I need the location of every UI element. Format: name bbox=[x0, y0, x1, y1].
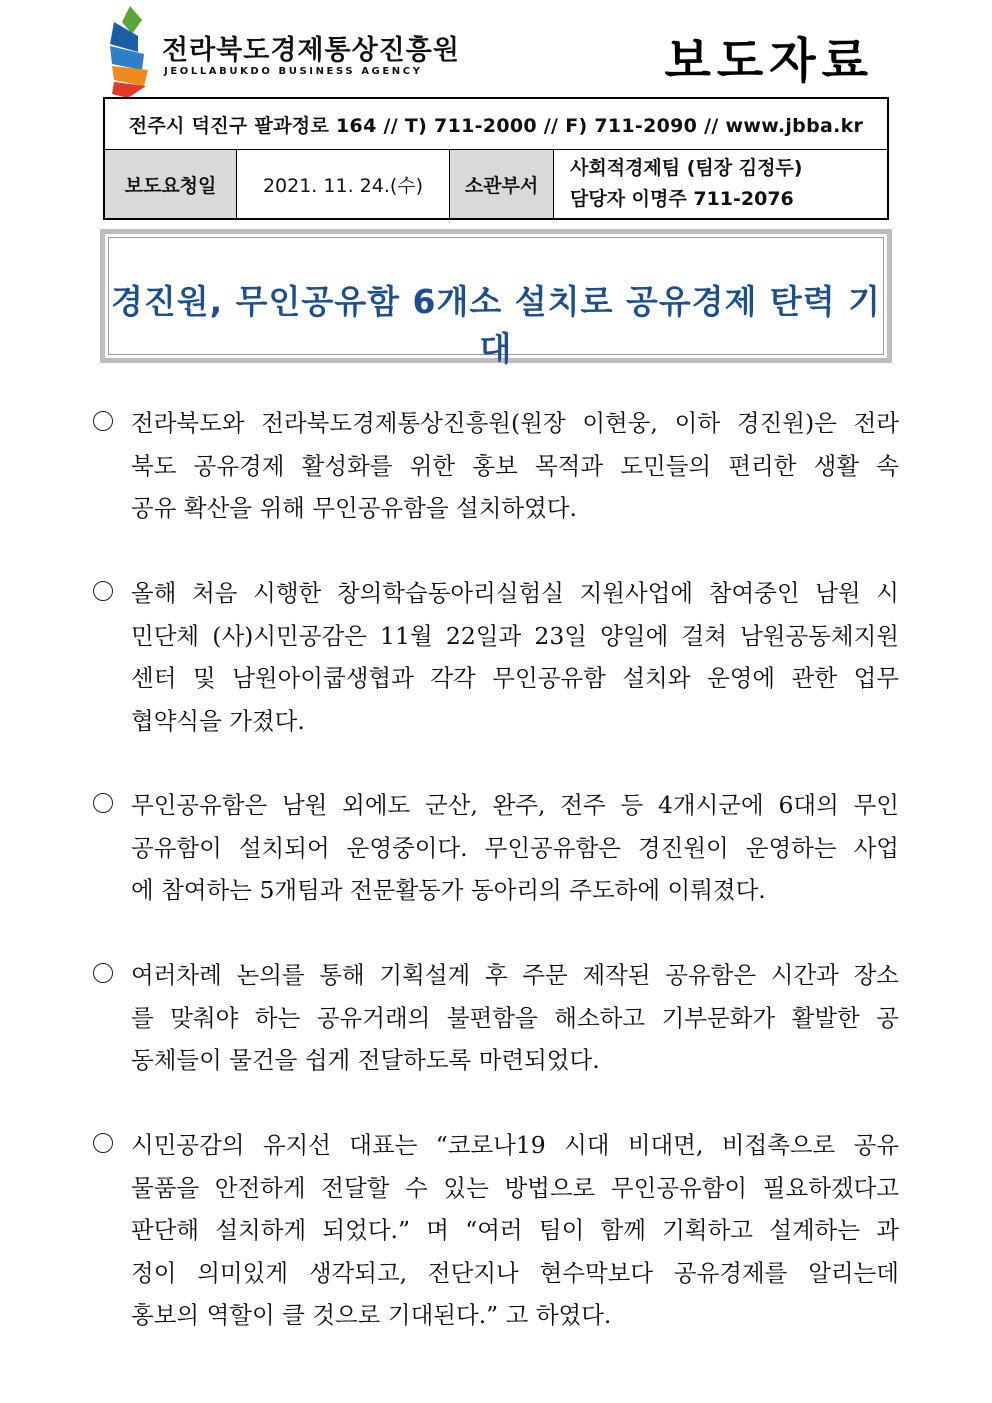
paragraph-line: 홍보의 역할이 클 것으로 기대된다.” 고 하였다. bbox=[131, 1301, 612, 1329]
circle-bullet-icon bbox=[93, 411, 113, 431]
paragraph-line: 판단해 설치하게 되었다.” 며 “여러 팀이 함께 기획하고 설계하는 과 bbox=[131, 1216, 899, 1244]
contact-address-line: 전주시 덕진구 팔과정로 164 // T) 711-2000 // F) 711-2090 // www.jbba.kr bbox=[104, 98, 888, 150]
paragraph-line: 정이 의미있게 생각되고, 전단지나 현수막보다 공유경제를 알리는데 bbox=[131, 1258, 899, 1287]
circle-bullet-icon bbox=[93, 793, 113, 813]
paragraph-line: 여러차례 논의를 통해 기획설계 후 주문 제작된 공유함은 시간과 장소 bbox=[131, 961, 899, 989]
department-contact-person: 담당자 이명주 711-2076 bbox=[570, 188, 794, 210]
circle-bullet-icon bbox=[93, 581, 113, 601]
paragraph-line: 협약식을 가졌다. bbox=[131, 706, 305, 735]
paragraph-line: 공유 확산을 위해 무인공유함을 설치하였다. bbox=[131, 494, 577, 522]
paragraph-line: 를 맞춰야 하는 공유거래의 불편함을 해소하고 기부문화가 활발한 공 bbox=[131, 1003, 899, 1032]
paragraph-line: 동체들이 물건을 쉽게 전달하도록 마련되었다. bbox=[131, 1046, 600, 1074]
paragraph-line: 올해 처음 시행한 창의학습동아리실험실 지원사업에 참여중인 남원 시 bbox=[131, 579, 899, 607]
headline-box bbox=[100, 229, 892, 368]
paragraph-text bbox=[131, 572, 899, 742]
paragraph-line: 민단체 (사)시민공감은 11월 22일과 23일 양일에 걸쳐 남원공동체지원 bbox=[131, 621, 899, 650]
org-name-english: JEOLLABUKDO BUSINESS AGENCY bbox=[164, 66, 423, 77]
department-label: 소관부서 bbox=[450, 150, 554, 220]
document-type-label: 보도자료 bbox=[664, 33, 874, 89]
department-contact bbox=[554, 150, 889, 220]
department-team: 사회적경제팀 (팀장 김정두) bbox=[570, 157, 803, 179]
org-name-korean: 전라북도경제통상진흥원 bbox=[162, 35, 460, 66]
press-info-table bbox=[103, 97, 889, 220]
paragraph-line: 물품을 안전하게 전달할 수 있는 방법으로 무인공유함이 필요하겠다고 bbox=[131, 1173, 899, 1202]
paragraph-line: 에 참여하는 5개팀과 전문활동가 동아리의 주도하에 이뤄졌다. bbox=[131, 876, 766, 904]
paragraph-text bbox=[131, 402, 899, 530]
paragraph-line: 북도 공유경제 활성화를 위한 홍보 목적과 도민들의 편리한 생활 속 bbox=[131, 451, 899, 480]
org-logo bbox=[108, 6, 460, 96]
circle-bullet-icon bbox=[93, 963, 113, 983]
paragraph-line: 시민공감의 유지선 대표는 “코로나19 시대 비대면, 비접촉으로 공유 bbox=[131, 1131, 899, 1159]
request-date-label: 보도요청일 bbox=[104, 150, 237, 220]
headline-title: 경진원, 무인공유함 6개소 설치로 공유경제 탄력 기대 bbox=[111, 282, 881, 368]
circle-bullet-icon bbox=[93, 1133, 113, 1153]
paragraph-line: 공유함이 설치되어 운영중이다. 무인공유함은 경진원이 운영하는 사업 bbox=[131, 833, 899, 862]
paragraph-line: 무인공유함은 남원 외에도 군산, 완주, 전주 등 4개시군에 6대의 무인 bbox=[131, 791, 899, 819]
logo-emblem-icon bbox=[108, 6, 160, 98]
paragraph-text bbox=[131, 954, 899, 1082]
paragraph-text bbox=[131, 1124, 899, 1337]
paragraph-text bbox=[131, 784, 899, 912]
request-date-value: 2021. 11. 24.(수) bbox=[237, 150, 450, 220]
paragraph-line: 센터 및 남원아이쿱생협과 각각 무인공유함 설치와 운영에 관한 업무 bbox=[131, 664, 899, 692]
paragraph-line: 전라북도와 전라북도경제통상진흥원(원장 이현웅, 이하 경진원)은 전라 bbox=[131, 409, 899, 437]
